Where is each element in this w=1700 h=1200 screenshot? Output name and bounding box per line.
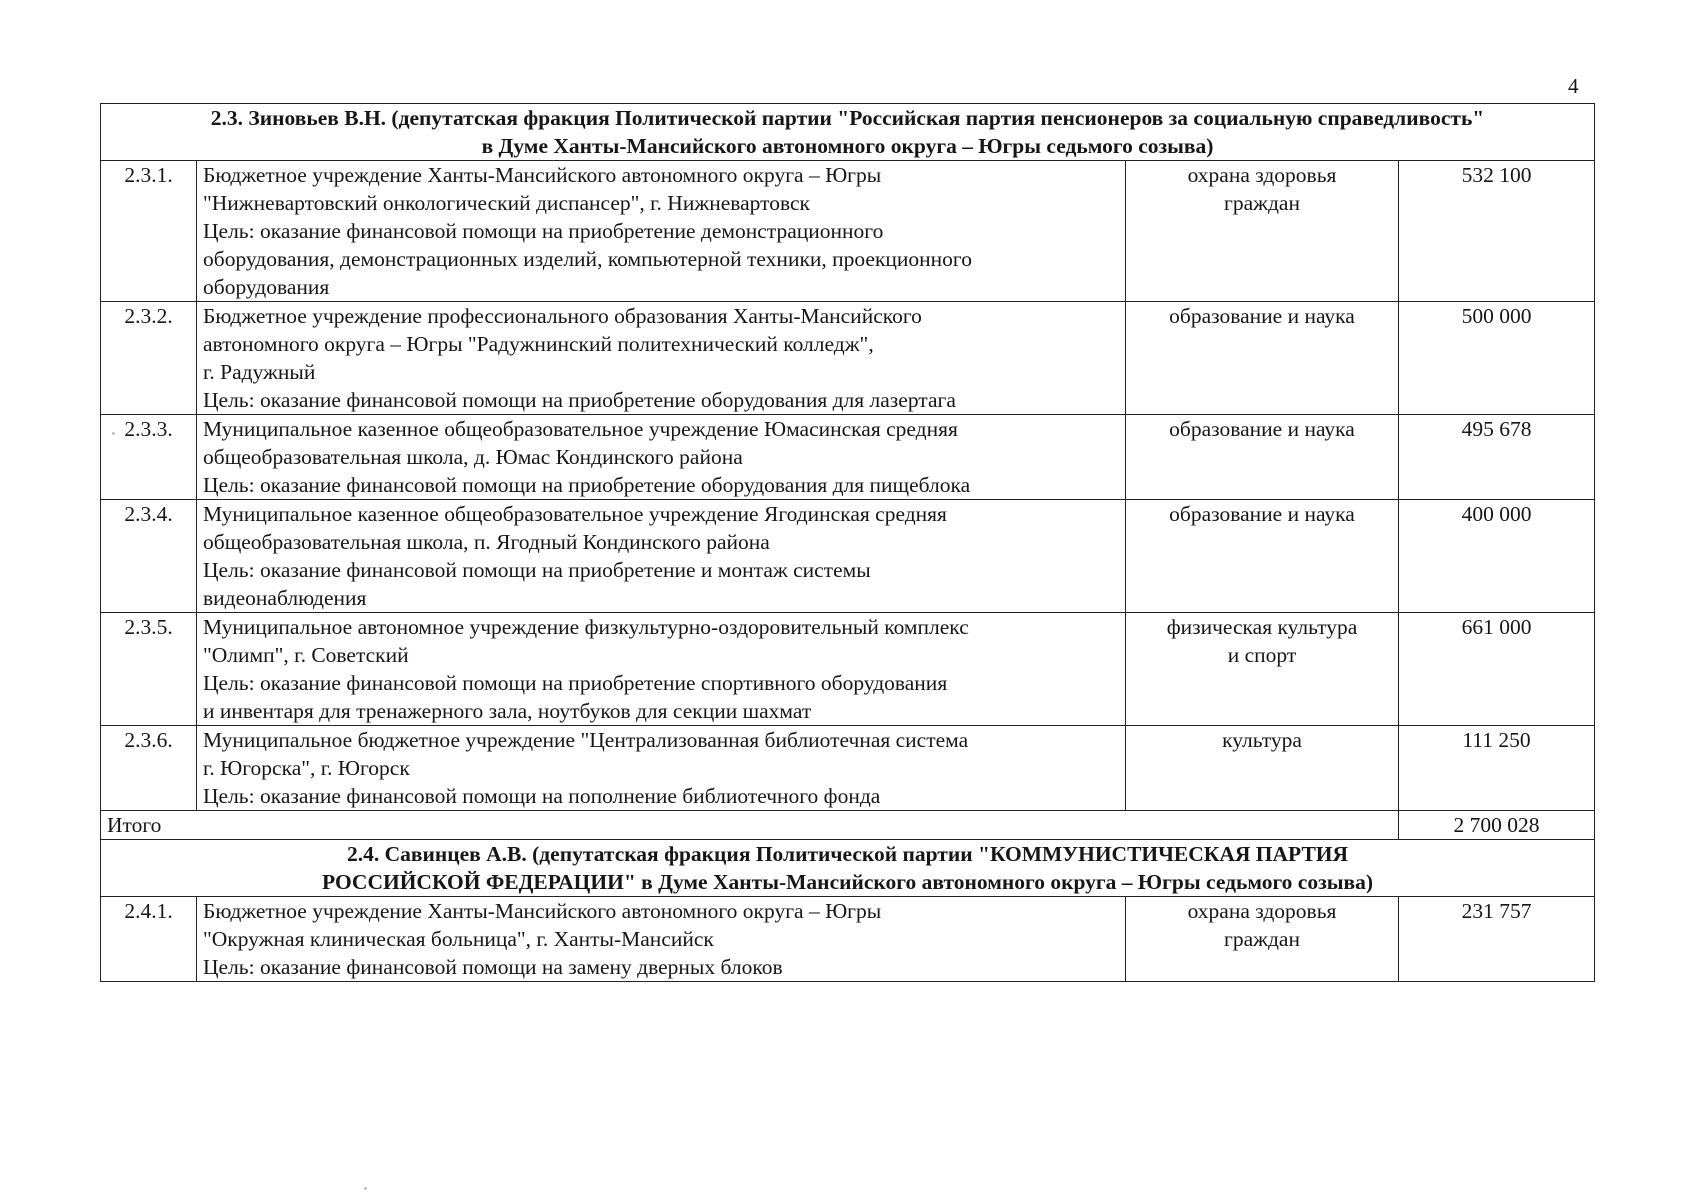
area-line: образование и наука (1169, 417, 1355, 441)
row-area (1126, 302, 1399, 415)
area-line: культура (1222, 728, 1302, 752)
description-line: общеобразовательная школа, д. Юмас Кондинского района (203, 445, 743, 469)
description-line: Цель: оказание финансовой помощи на приобретение спортивного оборудования (203, 671, 948, 695)
row-number: 2.3.5. (101, 613, 197, 726)
description-line: Муниципальное казенное общеобразовательное учреждение Юмасинская средняя (203, 417, 958, 441)
area-line: образование и наука (1169, 502, 1355, 526)
description-line: оборудования (203, 275, 330, 299)
row-description (197, 302, 1126, 415)
total-row (101, 811, 1595, 840)
description-line: Муниципальное автономное учреждение физкультурно-оздоровительный комплекс (203, 615, 969, 639)
scan-speck (364, 1187, 367, 1190)
row-description (197, 897, 1126, 982)
row-amount: 111 250 (1399, 726, 1595, 811)
row-area (1126, 500, 1399, 613)
section-2-3-heading (101, 104, 1595, 161)
row-amount: 500 000 (1399, 302, 1595, 415)
description-line: г. Югорска", г. Югорск (203, 756, 410, 780)
table-row (101, 302, 1595, 415)
section-2-4-heading-line2: РОССИЙСКОЙ ФЕДЕРАЦИИ" в Думе Ханты-Мансийского автономного округа – Югры седьмого созыва) (321, 870, 1374, 894)
row-description (197, 613, 1126, 726)
funding-table (100, 103, 1595, 982)
row-amount: 661 000 (1399, 613, 1595, 726)
row-amount: 231 757 (1399, 897, 1595, 982)
area-line: охрана здоровья (1187, 899, 1337, 923)
description-line: Цель: оказание финансовой помощи на приобретение оборудования для пищеблока (203, 473, 971, 497)
description-line: Цель: оказание финансовой помощи на приобретение и монтаж системы (203, 558, 871, 582)
section-2-4-heading-line1: 2.4. Савинцев А.В. (депутатская фракция Политической партии "КОММУНИСТИЧЕСКАЯ ПАРТИЯ (346, 842, 1349, 866)
row-number: 2.3.4. (101, 500, 197, 613)
description-line: и инвентаря для тренажерного зала, ноутбуков для секции шахмат (203, 699, 812, 723)
row-number: 2.3.2. (101, 302, 197, 415)
area-line: охрана здоровья (1187, 163, 1337, 187)
description-line: Цель: оказание финансовой помощи на пополнение библиотечного фонда (203, 784, 881, 808)
row-description (197, 161, 1126, 302)
table-row (101, 897, 1595, 982)
row-description (197, 500, 1126, 613)
row-number: 2.3.3. (101, 415, 197, 500)
total-amount: 2 700 028 (1399, 811, 1595, 840)
table-row (101, 415, 1595, 500)
description-line: "Окружная клиническая больница", г. Ханты-Мансийск (203, 927, 714, 951)
description-line: "Нижневартовский онкологический диспансер", г. Нижневартовск (203, 191, 810, 215)
description-line: Цель: оказание финансовой помощи на замену дверных блоков (203, 955, 783, 979)
total-label: Итого (101, 811, 1399, 840)
description-line: Бюджетное учреждение Ханты-Мансийского автономного округа – Югры (203, 163, 882, 187)
area-line: граждан (1224, 927, 1300, 951)
page-number: 4 (1568, 74, 1579, 98)
description-line: автономного округа – Югры "Радужнинский политехнический колледж", (203, 332, 874, 356)
table-row (101, 161, 1595, 302)
description-line: оборудования, демонстрационных изделий, компьютерной техники, проекционного (203, 247, 972, 271)
description-line: Цель: оказание финансовой помощи на приобретение оборудования для лазертага (203, 388, 956, 412)
section-2-3-header-row (101, 104, 1595, 161)
description-line: Бюджетное учреждение Ханты-Мансийского автономного округа – Югры (203, 899, 882, 923)
description-line: видеонаблюдения (203, 586, 367, 610)
area-line: и спорт (1227, 643, 1297, 667)
row-area (1126, 897, 1399, 982)
description-line: Бюджетное учреждение профессионального образования Ханты-Мансийского (203, 304, 922, 328)
row-area (1126, 161, 1399, 302)
area-line: физическая культура (1166, 615, 1358, 639)
description-line: Муниципальное казенное общеобразовательное учреждение Ягодинская средняя (203, 502, 947, 526)
area-line: образование и наука (1169, 304, 1355, 328)
description-line: общеобразовательная школа, п. Ягодный Кондинского района (203, 530, 770, 554)
row-description (197, 415, 1126, 500)
section-2-3-heading-line1: 2.3. Зиновьев В.Н. (депутатская фракция Политической партии "Российская партия пенсионеров за социальную справедливость" (210, 106, 1485, 130)
row-area (1126, 613, 1399, 726)
table-row (101, 613, 1595, 726)
description-line: г. Радужный (203, 360, 316, 384)
row-area (1126, 726, 1399, 811)
row-number: 2.4.1. (101, 897, 197, 982)
description-line: Муниципальное бюджетное учреждение "Централизованная библиотечная система (203, 728, 969, 752)
row-amount: 532 100 (1399, 161, 1595, 302)
scan-speck (112, 432, 115, 435)
row-description (197, 726, 1126, 811)
row-number: 2.3.6. (101, 726, 197, 811)
section-2-4-heading (101, 840, 1595, 897)
row-number: 2.3.1. (101, 161, 197, 302)
row-area (1126, 415, 1399, 500)
section-2-3-heading-line2: в Думе Ханты-Мансийского автономного округа – Югры седьмого созыва) (481, 134, 1214, 158)
row-amount: 495 678 (1399, 415, 1595, 500)
table-row (101, 726, 1595, 811)
row-amount: 400 000 (1399, 500, 1595, 613)
table-row (101, 500, 1595, 613)
area-line: граждан (1224, 191, 1300, 215)
description-line: Цель: оказание финансовой помощи на приобретение демонстрационного (203, 219, 884, 243)
description-line: "Олимп", г. Советский (203, 643, 409, 667)
section-2-4-header-row (101, 840, 1595, 897)
